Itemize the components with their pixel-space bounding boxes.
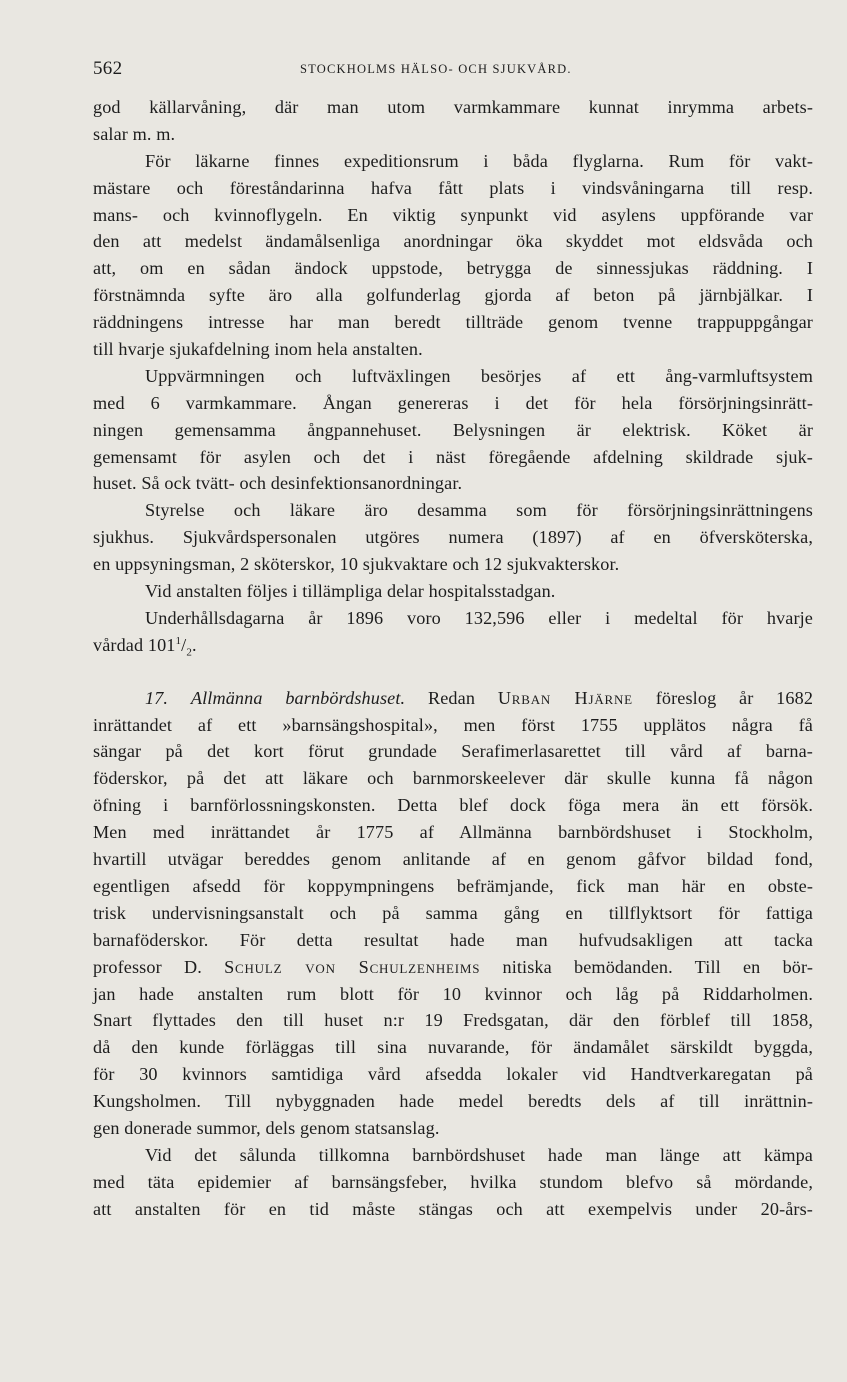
text-span: professor D. (93, 956, 202, 977)
running-head: STOCKHOLMS HÄLSO- OCH SJUKVÅRD. (300, 62, 572, 76)
text-line: då den kunde förläggas till sina nuvarande, för ändamålet särskildt byggda, (93, 1037, 813, 1058)
text-line-fraction: vårdad $101^1/_2$. (93, 634, 197, 659)
text-line: inrättandet af ett »barnsängshospital», men först 1755 upplätos några få (93, 714, 813, 735)
fraction-numerator: 1 (175, 634, 182, 647)
text-line: Underhållsdagarna år 1896 voro 132,596 eller i medeltal för hvarje (145, 607, 813, 628)
section-gap (93, 659, 813, 685)
text-line: den att medelst ändamålsenliga anordningar öka skyddet mot eldsvåda och (93, 231, 813, 252)
text-line: huset. Så ock tvätt- och desinfektionsanordningar. (93, 473, 463, 494)
text-line-names (93, 954, 813, 981)
fraction-text: vårdad 101 (93, 634, 176, 655)
text-line: För läkarne finnes expeditionsrum i båda flyglarna. Rum för vakt- (145, 150, 813, 171)
text-line: förstnämnda syfte äro alla golfunderlag gjorda af beton på järnbjälkar. I (93, 285, 813, 306)
text-line: Vid det sålunda tillkomna barnbördshuset hade man länge att kämpa (145, 1144, 813, 1165)
text-line: Vid anstalten följes i tillämpliga delar hospitalsstadgan. (145, 581, 556, 602)
text-line: Styrelse och läkare äro desamma som för försörjningsinrättningens (145, 500, 813, 521)
person-name: Schulz von Schulzenheims (224, 956, 481, 977)
text-line: med 6 varmkammare. Ångan genereras i det för hela försörjningsinrätt- (93, 392, 813, 413)
text-line: en uppsyningsman, 2 sköterskor, 10 sjukvaktare och 12 sjukvakterskor. (93, 554, 620, 575)
text-span: föreslog år 1682 (655, 687, 814, 708)
text-span: nitiska bemödanden. Till en bör- (502, 956, 814, 977)
section-title: Allmänna barnbördshuset. (190, 687, 406, 708)
body-text (93, 94, 813, 1223)
text-line: sängar på det kort förut grundade Serafimerlasarettet till vård af barna- (93, 741, 813, 762)
page-number: 562 (93, 58, 123, 79)
text-line: gen donerade summor, dels genom statsanslag. (93, 1117, 440, 1138)
page-header (93, 58, 813, 82)
text-line: mans- och kvinnoflygeln. En viktig synpunkt vid asylens uppförande var (93, 204, 813, 225)
text-line: att anstalten för en tid måste stängas och att exempelvis under 20-års- (93, 1198, 813, 1219)
text-line: Uppvärmningen och luftväxlingen besörjes af ett ång-varmluftsystem (145, 365, 813, 386)
text-line: för 30 kvinnors samtidiga vård afsedda lokaler vid Handtverkaregatan på (93, 1064, 813, 1085)
fraction-end: . (191, 634, 197, 655)
text-line: gemensamt för asylen och det i näst föregående afdelning skildrade sjuk- (93, 446, 813, 467)
text-line: föderskor, på det att läkare och barnmorskeelever där skulle kunna få någon (93, 768, 813, 789)
text-line: med täta epidemier af barnsängsfeber, hvilka stundom blefvo så mördande, (93, 1171, 813, 1192)
fraction-denominator: 2 (186, 646, 192, 659)
text-line: öfning i barnförlossningskonsten. Detta blef dock föga mera än ett försök. (93, 795, 813, 816)
text-span: Redan (427, 687, 476, 708)
text-line: jan hade anstalten rum blott för 10 kvinnor och låg på Riddarholmen. (93, 983, 813, 1004)
text-line: till hvarje sjukafdelning inom hela anstalten. (93, 339, 423, 360)
text-line: att, om en sådan ändock uppstode, betrygga de sinnessjukas räddning. I (93, 258, 813, 279)
text-line: trisk undervisningsanstalt och på samma gång en tillflyktsort för fattiga (93, 902, 813, 923)
text-line: Men med inrättandet år 1775 af Allmänna barnbördshuset i Stockholm, (93, 822, 813, 843)
text-line: salar m. m. (93, 123, 176, 144)
text-line: ningen gemensamma ångpannehuset. Belysningen är elektrisk. Köket är (93, 419, 813, 440)
section-heading-line (93, 685, 813, 712)
text-line: Kungsholmen. Till nybyggnaden hade medel beredts dels af till inrättnin- (93, 1091, 813, 1112)
text-line: mästare och föreståndarinna hafva fått plats i vindsvåningarna till resp. (93, 177, 813, 198)
section-number: 17. (145, 687, 169, 708)
text-line: sjukhus. Sjukvårdspersonalen utgöres numera (1897) af en öfversköterska, (93, 527, 813, 548)
text-line: god källarvåning, där man utom varmkammare kunnat inrymma arbets- (93, 97, 813, 117)
text-line: egentligen afsedd för koppympningens befrämjande, fick man här en obste- (93, 875, 813, 896)
text-line: barnaföderskor. För detta resultat hade man hufvudsakligen att tacka (93, 929, 813, 950)
text-line: hvartill utvägar bereddes genom anlitande af en genom gåfvor bildad fond, (93, 849, 813, 870)
text-line: Snart flyttades den till huset n:r 19 Fredsgatan, där den förblef till 1858, (93, 1010, 813, 1031)
person-name: Urban Hjärne (497, 687, 633, 708)
text-line: räddningens intresse har man beredt tillträde genom tvenne trappuppgångar (93, 312, 813, 333)
